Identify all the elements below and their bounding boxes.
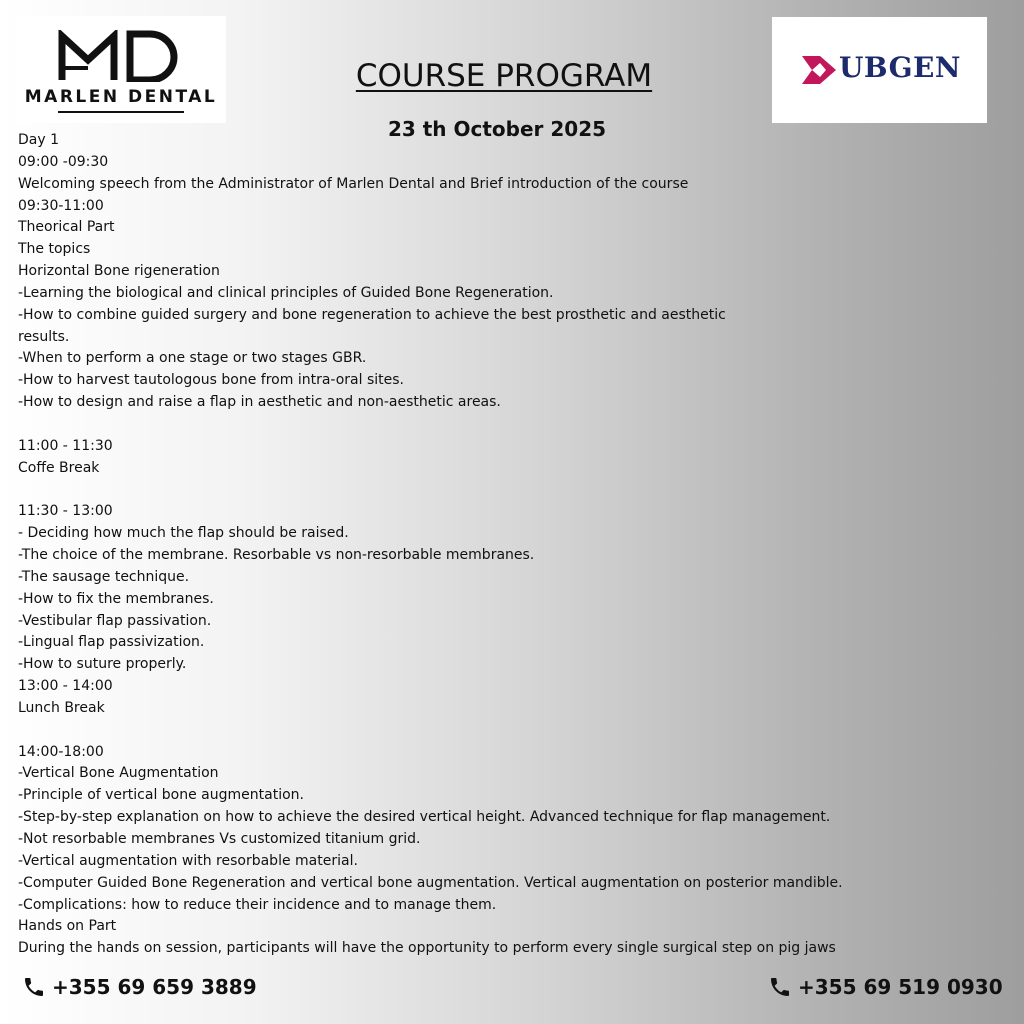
page-title: COURSE PROGRAM xyxy=(355,58,653,94)
blank-line xyxy=(18,480,1008,502)
program-line: Day 1 xyxy=(18,132,60,148)
program-line: -How to design and raise a flap in aesthetic and non-aesthetic areas. xyxy=(18,394,501,411)
program-line: -Complications: how to reduce their incidence and to manage them. xyxy=(18,896,497,913)
program-line: Horizontal Bone rigeneration xyxy=(18,263,220,280)
blank-line xyxy=(18,720,1008,742)
program-line: - Deciding how much the flap should be raised. xyxy=(18,525,349,542)
program-line: 13:00 - 14:00 xyxy=(18,678,113,695)
program-line: Welcoming speech from the Administrator of Marlen Dental and Brief introduction of the course xyxy=(18,175,689,192)
program-line: 09:30-11:00 xyxy=(18,197,104,214)
program-line: -The sausage technique. xyxy=(18,568,190,585)
program-line: -Vertical Bone Augmentation xyxy=(18,765,219,782)
program-line: 14:00-18:00 xyxy=(18,743,104,760)
phone-number-left: +355 69 659 3889 xyxy=(52,975,257,999)
program-line: -Lingual flap passivization. xyxy=(18,634,205,651)
program-line: -The choice of the membrane. Resorbable vs non-resorbable membranes. xyxy=(18,547,535,564)
phone-icon xyxy=(768,975,792,999)
program-line: -When to perform a one stage or two stages GBR. xyxy=(18,350,367,367)
program-line: 09:00 -09:30 xyxy=(18,153,109,170)
program-line: -How to harvest tautologous bone from intra-oral sites. xyxy=(18,372,404,389)
program-line: -Principle of vertical bone augmentation. xyxy=(18,787,304,804)
program-line: -Vertical augmentation with resorbable material. xyxy=(18,852,358,869)
phone-contact-left[interactable] xyxy=(22,972,257,1002)
program-line: Coffe Break xyxy=(18,459,100,476)
blank-line xyxy=(18,414,1008,436)
phone-number-right: +355 69 519 0930 xyxy=(798,975,1003,999)
ubgen-text: UBGEN xyxy=(839,51,961,84)
course-date: 23 th October 2025 xyxy=(387,117,607,141)
program-line: Theorical Part xyxy=(18,219,115,236)
program-line: Lunch Break xyxy=(18,699,105,716)
program-line: Hands on Part xyxy=(18,918,117,935)
phone-icon xyxy=(22,975,46,999)
phone-contact-right[interactable] xyxy=(768,972,1003,1002)
program-line: -How to suture properly. xyxy=(18,656,187,673)
logo-underline xyxy=(58,111,184,113)
program-line: -Learning the biological and clinical principles of Guided Bone Regeneration. xyxy=(18,284,554,301)
program-line: -Step-by-step explanation on how to achieve the desired vertical height. Advanced technique for flap management. xyxy=(18,809,831,826)
program-list xyxy=(18,130,1008,960)
program-line: 11:00 - 11:30 xyxy=(18,437,113,454)
program-line: results. xyxy=(18,328,70,345)
logo-text: MARLEN DENTAL xyxy=(24,87,218,107)
program-line: -How to combine guided surgery and bone regeneration to achieve the best prosthetic and aesthetic xyxy=(18,306,726,323)
program-line: During the hands on session, participants will have the opportunity to perform every single surgical step on pig jaws xyxy=(18,940,836,957)
program-line: -Not resorbable membranes Vs customized titanium grid. xyxy=(18,831,421,847)
program-line: The topics xyxy=(18,241,91,258)
program-line: -How to fix the membranes. xyxy=(18,590,214,607)
program-line: 11:30 - 13:00 xyxy=(18,503,113,520)
program-line: -Vestibular flap passivation. xyxy=(18,612,212,629)
program-line: -Computer Guided Bone Regeneration and vertical bone augmentation. Vertical augmentation on posterior mandible. xyxy=(18,874,843,891)
